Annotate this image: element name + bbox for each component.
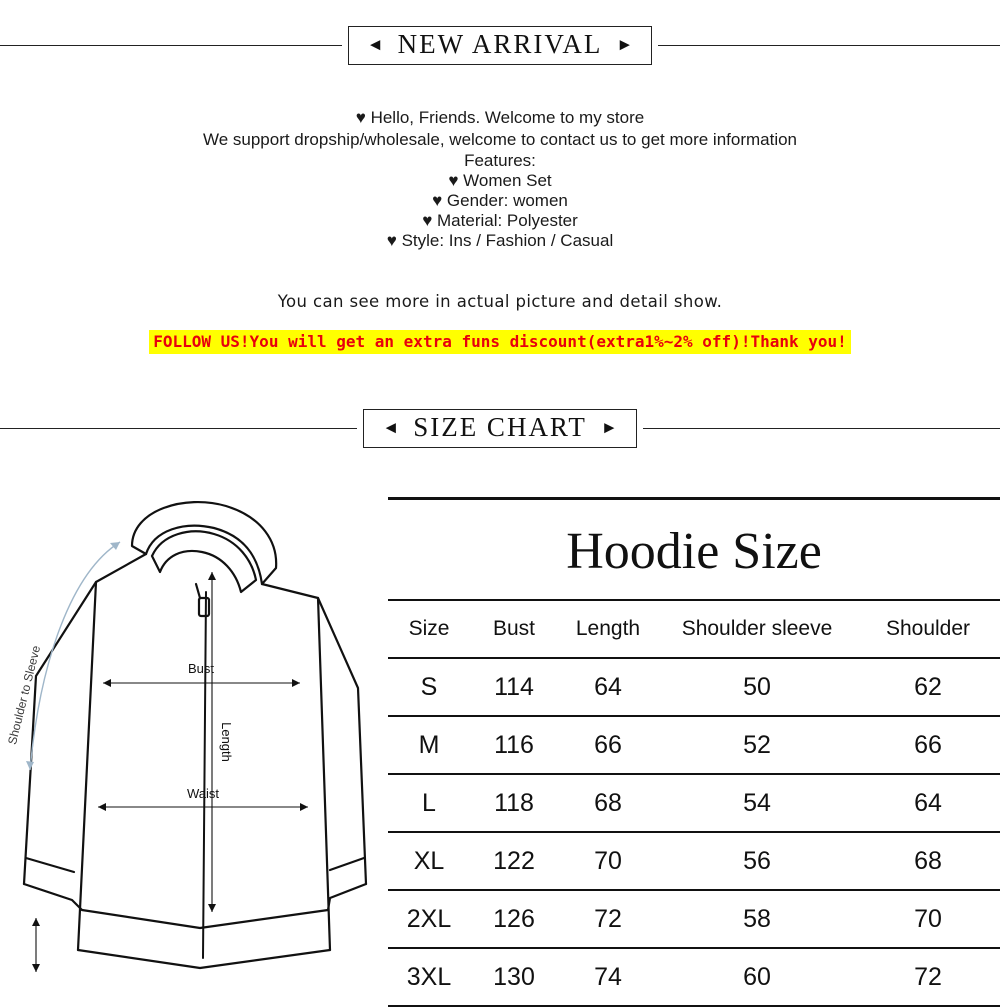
table-header-row bbox=[388, 601, 1000, 658]
right-arrow-icon: ► bbox=[616, 35, 634, 54]
feature-item-3: ♥ Style: Ins / Fashion / Casual bbox=[386, 231, 614, 250]
cell-length: 72 bbox=[558, 890, 658, 948]
cell-size: XL bbox=[388, 832, 470, 890]
cell-length: 70 bbox=[558, 832, 658, 890]
table-row bbox=[388, 774, 1000, 832]
hoodie-diagram bbox=[0, 480, 390, 1000]
cell-shoulder: 68 bbox=[856, 832, 1000, 890]
col-header-size: Size bbox=[388, 601, 470, 658]
left-arrow-icon: ◄ bbox=[382, 418, 400, 437]
intro-line-2: We support dropship/wholesale, welcome to contact us to get more information bbox=[202, 130, 798, 149]
cell-shoulder: 72 bbox=[856, 948, 1000, 1006]
cell-bust: 130 bbox=[470, 948, 558, 1006]
cell-length: 74 bbox=[558, 948, 658, 1006]
banner-rule-right bbox=[658, 45, 1000, 46]
feature-item-1: ♥ Gender: women bbox=[432, 191, 568, 210]
size-banner-rule-right bbox=[643, 428, 1000, 429]
size-chart-banner bbox=[0, 409, 1000, 448]
right-arrow-icon: ► bbox=[600, 418, 618, 437]
cell-shoulder: 64 bbox=[856, 774, 1000, 832]
new-arrival-title: NEW ARRIVAL bbox=[397, 29, 603, 59]
cell-size: S bbox=[388, 658, 470, 716]
cell-length: 68 bbox=[558, 774, 658, 832]
cell-shoulder-sleeve: 50 bbox=[658, 658, 856, 716]
features-label: Features: bbox=[464, 151, 536, 170]
label-shoulder-to-sleeve: Shoulder to Sleeve bbox=[5, 644, 44, 746]
cell-shoulder-sleeve: 60 bbox=[658, 948, 856, 1006]
size-table bbox=[388, 601, 1000, 1007]
cell-length: 66 bbox=[558, 716, 658, 774]
cell-bust: 118 bbox=[470, 774, 558, 832]
col-header-bust: Bust bbox=[470, 601, 558, 658]
follow-note-wrapper bbox=[0, 330, 1000, 354]
left-arrow-icon: ◄ bbox=[366, 35, 384, 54]
table-row bbox=[388, 890, 1000, 948]
size-table-title: Hoodie Size bbox=[388, 497, 1000, 601]
cell-shoulder: 62 bbox=[856, 658, 1000, 716]
table-row bbox=[388, 832, 1000, 890]
new-arrival-title-box bbox=[348, 26, 652, 65]
cell-length: 64 bbox=[558, 658, 658, 716]
label-bust: Bust bbox=[187, 661, 215, 676]
new-arrival-banner bbox=[0, 26, 1000, 65]
cell-bust: 116 bbox=[470, 716, 558, 774]
feature-item-0: ♥ Women Set bbox=[448, 171, 552, 190]
label-waist: Waist bbox=[186, 786, 220, 801]
label-length: Length bbox=[219, 722, 234, 762]
table-row bbox=[388, 658, 1000, 716]
feature-item-2: ♥ Material: Polyester bbox=[422, 211, 578, 230]
col-header-shoulder: Shoulder bbox=[856, 601, 1000, 658]
size-chart-title: SIZE CHART bbox=[413, 412, 587, 442]
col-header-shoulder-sleeve: Shoulder sleeve bbox=[658, 601, 856, 658]
cell-size: 3XL bbox=[388, 948, 470, 1006]
cell-shoulder-sleeve: 56 bbox=[658, 832, 856, 890]
col-header-length: Length bbox=[558, 601, 658, 658]
cell-shoulder-sleeve: 58 bbox=[658, 890, 856, 948]
size-banner-rule-left bbox=[0, 428, 357, 429]
table-row bbox=[388, 948, 1000, 1006]
size-chart-title-box bbox=[363, 409, 636, 448]
intro-block bbox=[0, 108, 1000, 251]
cell-size: 2XL bbox=[388, 890, 470, 948]
cell-bust: 122 bbox=[470, 832, 558, 890]
cell-shoulder-sleeve: 52 bbox=[658, 716, 856, 774]
size-table-block bbox=[388, 497, 1000, 1000]
cell-size: M bbox=[388, 716, 470, 774]
cell-size: L bbox=[388, 774, 470, 832]
cell-shoulder: 66 bbox=[856, 716, 1000, 774]
table-row bbox=[388, 716, 1000, 774]
intro-line-1: ♥ Hello, Friends. Welcome to my store bbox=[355, 108, 645, 127]
actual-picture-note: You can see more in actual picture and detail show. bbox=[277, 292, 723, 311]
follow-us-highlight: FOLLOW US!You will get an extra funs discount(extra1%~2% off)!Thank you! bbox=[149, 330, 851, 354]
banner-rule-left bbox=[0, 45, 342, 46]
cell-shoulder: 70 bbox=[856, 890, 1000, 948]
cell-bust: 114 bbox=[470, 658, 558, 716]
cell-bust: 126 bbox=[470, 890, 558, 948]
cell-shoulder-sleeve: 54 bbox=[658, 774, 856, 832]
